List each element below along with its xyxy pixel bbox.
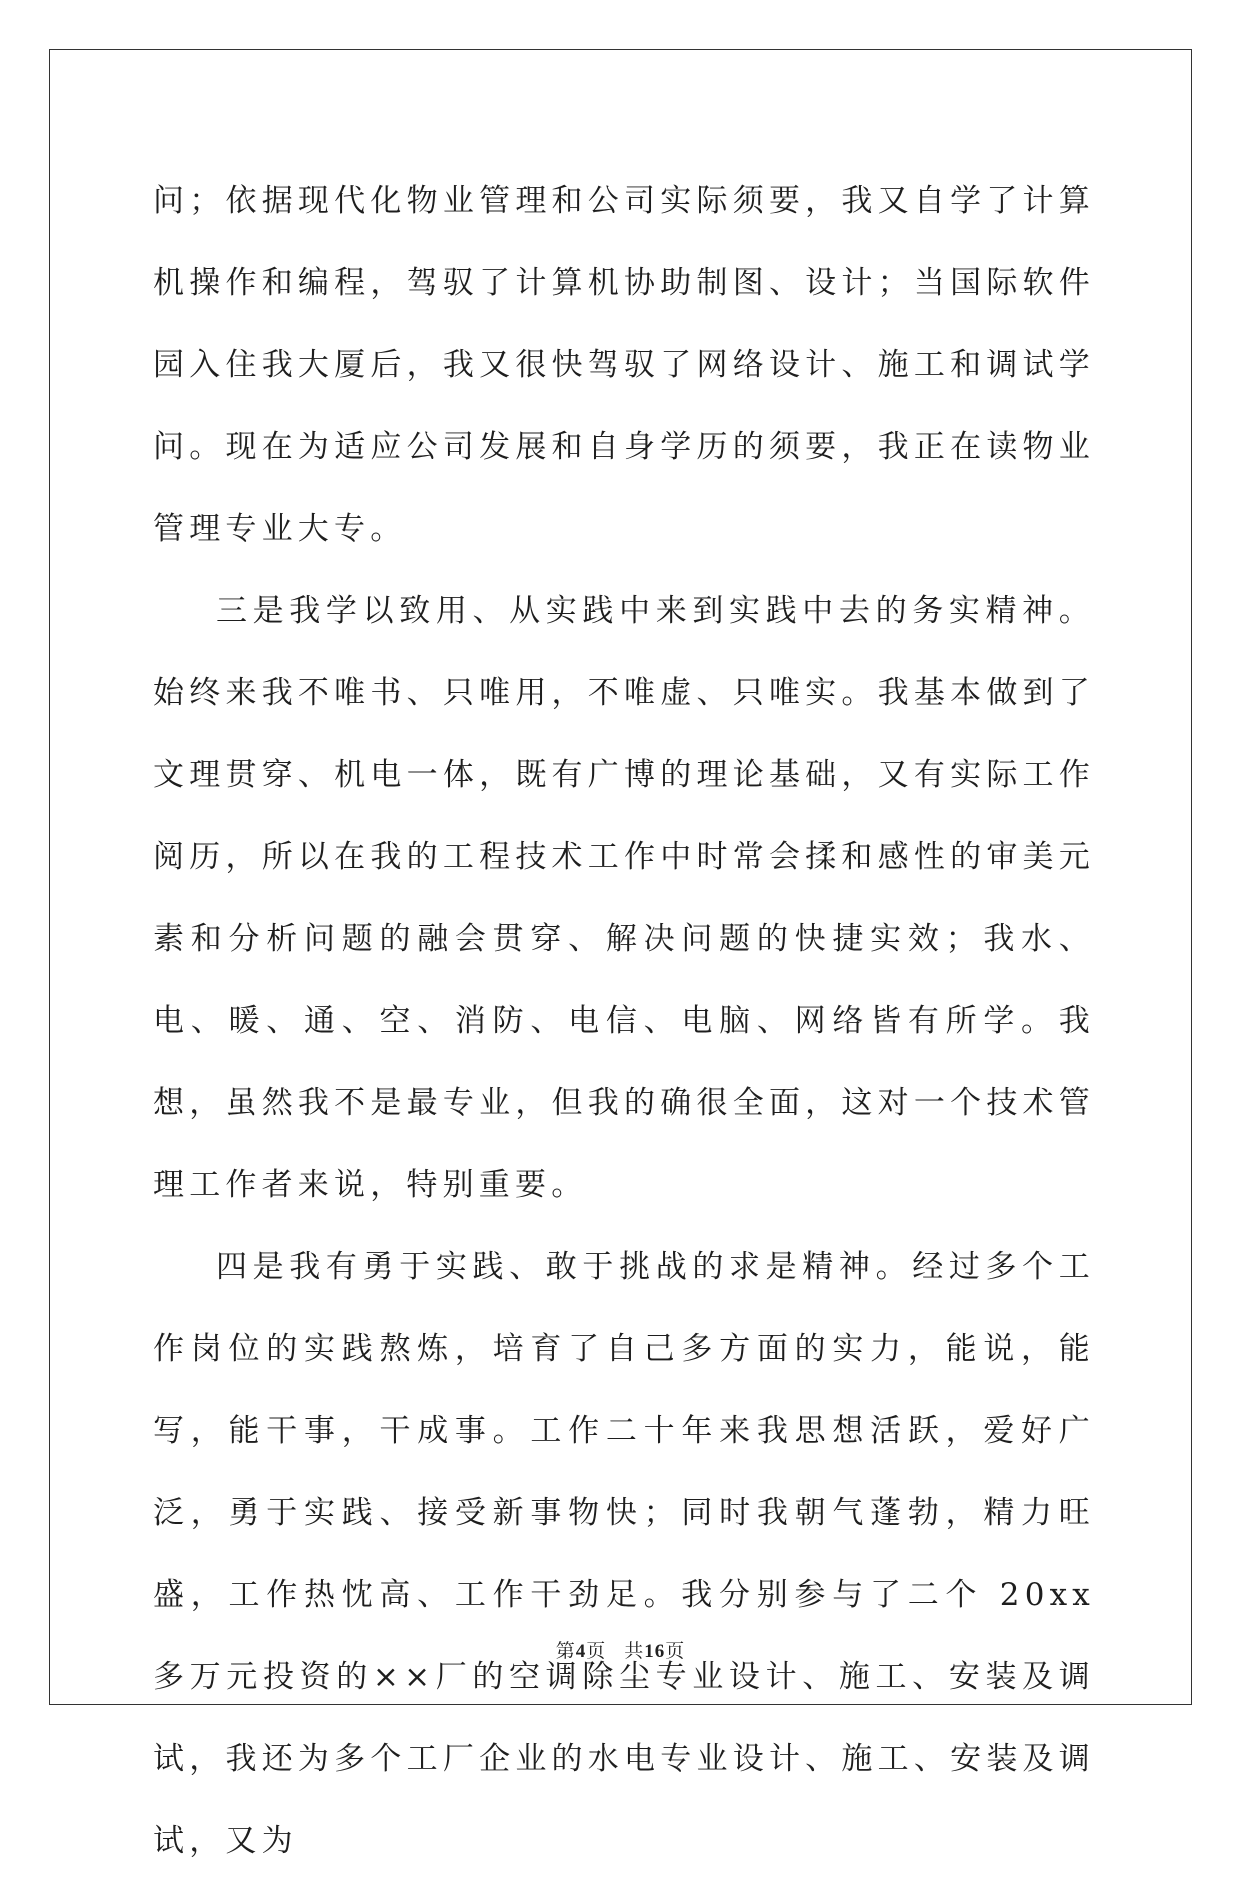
paragraph-point-four: 四是我有勇于实践、敢于挑战的求是精神。经过多个工作岗位的实践熬炼，培育了自己多方面的实力，能说，能写，能干事，干成事。工作二十年来我思想活跃，爱好广泛，勇于实践、接受新事物快；同时我朝气蓬勃，精力旺盛，工作热忱高、工作干劲足。我分别参与了二个 20xx 多万元投资的××厂的空调除尘专业设计、施工、安装及调试，我还为多个工厂企业的水电专业设计、施工、安装及调试，又为 [153,1249,1095,1859]
page-prefix: 第 [555,1641,576,1662]
page-suffix: 页 [586,1641,607,1662]
total-suffix: 页 [665,1641,686,1662]
paragraph-point-three: 三是我学以致用、从实践中来到实践中去的务实精神。始终来我不唯书、只唯用，不唯虚、只唯实。我基本做到了文理贯穿、机电一体，既有广博的理论基础，又有实际工作阅历，所以在我的工程技术工作中时常会揉和感性的审美元素和分析问题的融会贯穿、解决问题的快捷实效；我水、电、暖、通、空、消防、电信、电脑、网络皆有所学。我想，虽然我不是最专业，但我的确很全面，这对一个技术管理工作者来说，特别重要。 [153,593,1095,1203]
page-footer [0,1636,1241,1663]
paragraph-continuation: 问；依据现代化物业管理和公司实际须要，我又自学了计算机操作和编程，驾驭了计算机协助制图、设计；当国际软件园入住我大厦后，我又很快驾驭了网络设计、施工和调试学问。现在为适应公司发展和自身学历的须要，我正在读物业管理专业大专。 [153,183,1095,547]
total-prefix: 共 [624,1641,645,1662]
document-body [153,160,1095,1882]
page-number: 4 [575,1641,587,1662]
total-pages: 16 [644,1641,666,1662]
